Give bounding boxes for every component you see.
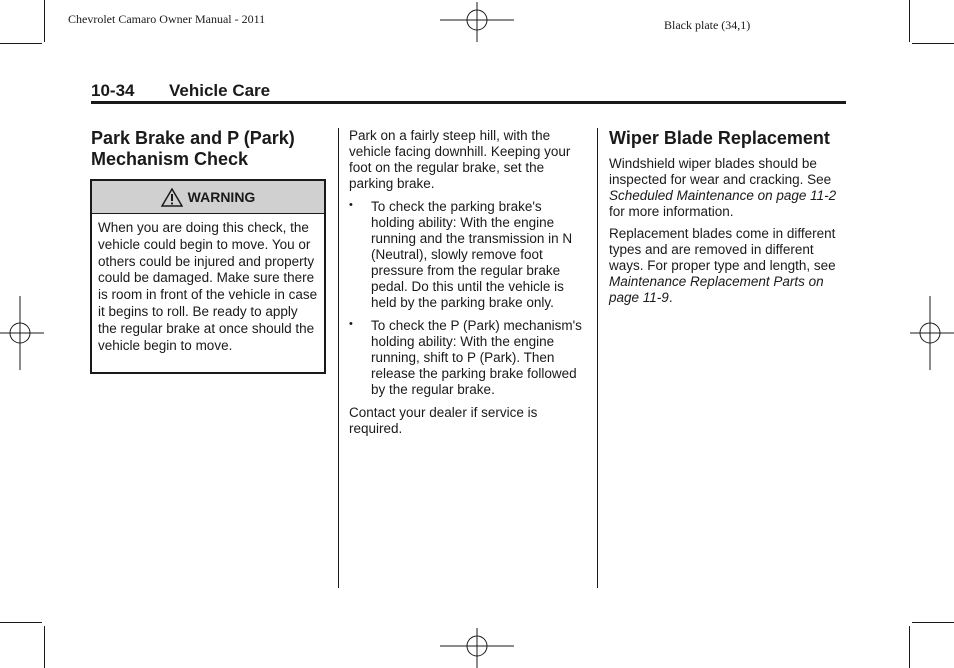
list-item-text: To check the P (Park) mechanism's holding ability: With the engine running, shift to P (Park). Then release the parking brake followed by the regular brake. xyxy=(371,318,582,397)
crop-mark xyxy=(44,0,45,42)
list-item-text: To check the parking brake's holding ability: With the engine running and the transmission in N (Neutral), slowly remove foot pressure from the regular brake pedal. Do this until the vehicle is held by the parking brake only. xyxy=(371,199,573,310)
section-header xyxy=(91,81,270,101)
page-number: 10-34 xyxy=(91,81,135,100)
intro-paragraph: Park on a fairly steep hill, with the vehicle facing downhill. Keeping your foot on the regular brake, set the parking brake. xyxy=(349,128,571,191)
registration-mark-bottom xyxy=(440,628,514,668)
closing-paragraph: Contact your dealer if service is required. xyxy=(349,405,538,436)
crop-mark xyxy=(909,0,910,42)
crop-mark xyxy=(912,43,954,44)
crop-mark xyxy=(0,622,42,623)
bullet-glyph: • xyxy=(349,199,353,211)
plate-label: Black plate (34,1) xyxy=(664,18,751,32)
wiper-paragraph-2 xyxy=(609,226,843,306)
park-brake-heading xyxy=(91,128,331,170)
paragraph-text: Windshield wiper blades should be inspected for wear and cracking. See xyxy=(609,156,832,187)
wiper-section xyxy=(609,128,843,306)
warning-triangle-icon xyxy=(161,188,183,207)
header-rule xyxy=(91,101,846,104)
bullet-glyph: • xyxy=(349,318,353,330)
crop-mark xyxy=(912,622,954,623)
manual-title: Chevrolet Camaro Owner Manual - 2011 xyxy=(68,12,266,26)
wiper-heading: Wiper Blade Replacement xyxy=(609,128,830,148)
cross-reference-link[interactable]: Scheduled Maintenance on page 11-2 xyxy=(609,188,837,203)
registration-mark-top xyxy=(440,2,514,42)
crop-mark xyxy=(44,626,45,668)
park-brake-steps xyxy=(349,128,585,437)
column-divider xyxy=(338,128,339,588)
heading-line: Park Brake and P (Park) xyxy=(91,128,295,148)
cross-reference-link[interactable]: Maintenance Replacement Parts on page 11-9 xyxy=(609,274,824,305)
column-divider xyxy=(597,128,598,588)
registration-mark-left xyxy=(0,296,44,370)
crop-mark xyxy=(0,43,42,44)
list-item xyxy=(349,318,585,398)
wiper-paragraph-1 xyxy=(609,156,843,220)
registration-mark-right xyxy=(910,296,954,370)
warning-text: When you are doing this check, the vehicle could begin to move. You or others could be injured and property could be damaged. Make sure there is room in front of the vehicle in case it begins to roll. Be ready to apply the regular brake at once should the vehicle begin to move. xyxy=(98,220,318,353)
crop-mark xyxy=(909,626,910,668)
list-item xyxy=(349,199,585,311)
paragraph-text: for more information. xyxy=(609,204,734,219)
paragraph-text: . xyxy=(668,290,673,305)
heading-line: Mechanism Check xyxy=(91,149,249,169)
warning-box xyxy=(90,179,326,374)
paragraph-text: Replacement blades come in different types and are removed in different ways. For proper type and length, see xyxy=(609,226,836,273)
warning-label: WARNING xyxy=(187,189,256,205)
section-title: Vehicle Care xyxy=(169,81,271,100)
warning-header xyxy=(92,181,324,214)
